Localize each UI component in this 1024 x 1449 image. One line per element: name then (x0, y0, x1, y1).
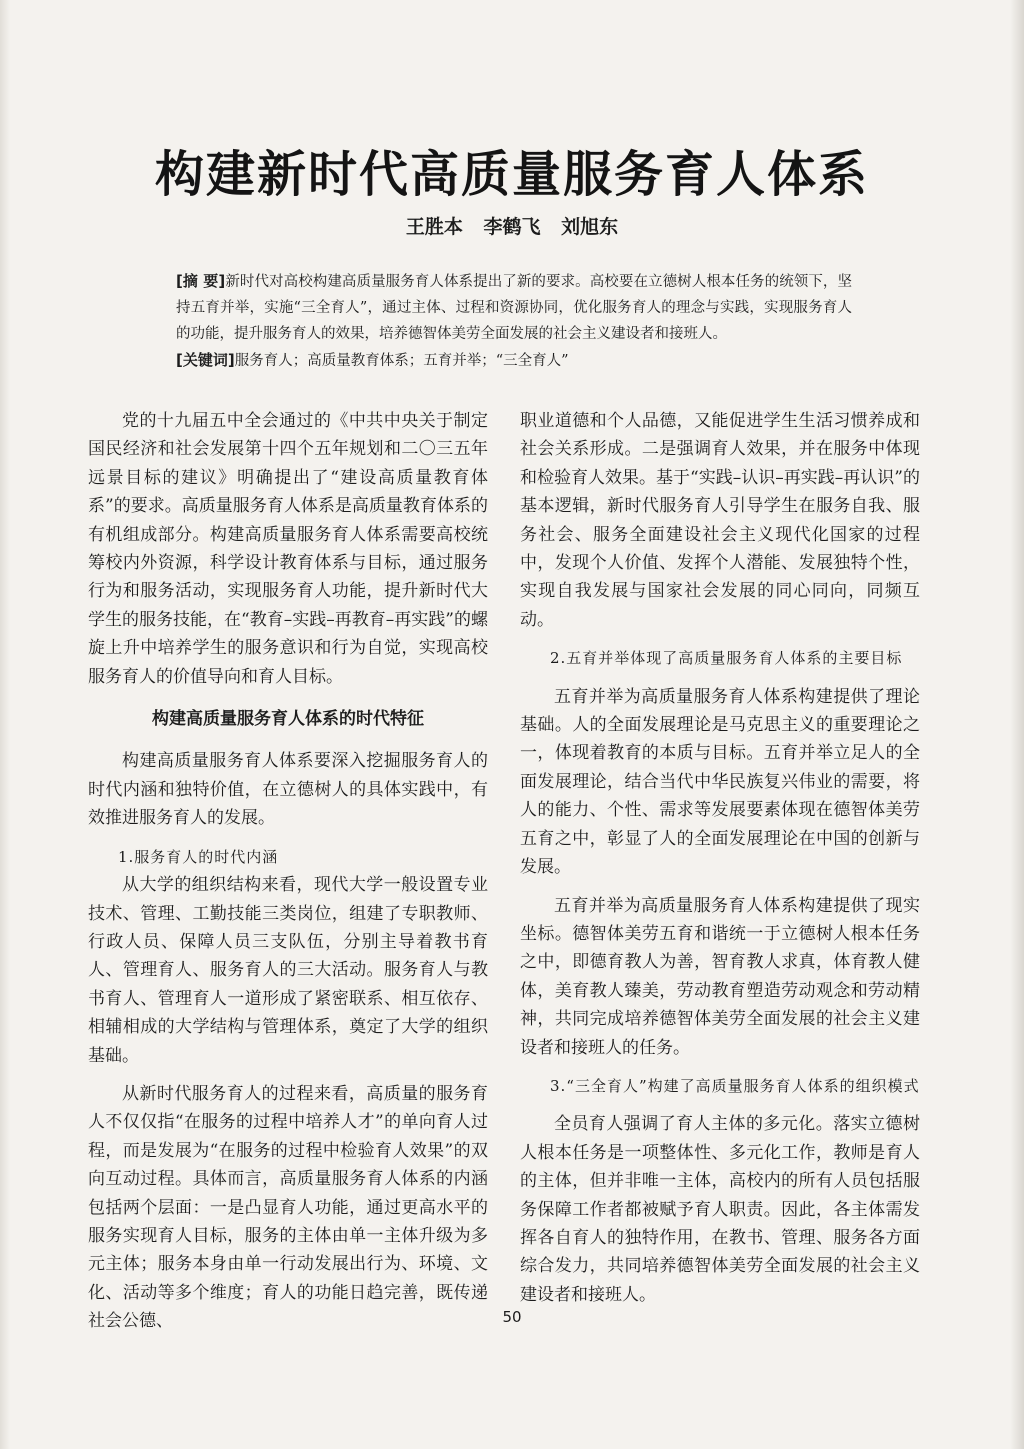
right-paragraph-2: 五育并举为高质量服务育人体系构建提供了现实坐标。德智体美劳五育和谐统一于立德树人根本任务之中，即德育教人为善，智育教人求真，体育教人健体，美育教人臻美，劳动教育塑造劳动观念和劳动精神，共同完成培养德智体美劳全面发展的社会主义建设者和接班人的任务。 (520, 895, 920, 1058)
article-authors: 王胜本 李鹤飞 刘旭东 (405, 216, 619, 238)
subheading-3: 3.“三全育人”构建了高质量服务育人体系的组织模式 (550, 1076, 920, 1095)
right-paragraph-1: 五育并举为高质量服务育人体系构建提供了理论基础。人的全面发展理论是马克思主义的重要理论之一，体现着教育的本质与目标。五育并举立足人的全面发展理论，结合当代中华民族复兴伟业的需要，将人的能力、个性、需求等发展要素体现在德智体美劳五育之中，彰显了人的全面发展理论在中国的创新与发展。 (520, 686, 920, 878)
keywords (176, 347, 852, 374)
keywords-text: 服务育人；高质量教育体系；五育并举；“三全育人” (234, 353, 569, 369)
subheading-2: 2.五育并举体现了高质量服务育人体系的主要目标 (550, 649, 903, 668)
right-column (520, 407, 920, 1309)
left-paragraph-1: 从大学的组织结构来看，现代大学一般设置专业技术、管理、工勤技能三类岗位，组建了专职教师、行政人员、保障人员三支队伍，分别主导着教书育人、管理育人、服务育人的三大活动。服务育人与教书育人、管理育人一道形成了紧密联系、相互依存、相辅相成的大学结构与管理体系，奠定了大学的组织基础。 (88, 875, 488, 1066)
keywords-label: [关键词] (176, 351, 235, 369)
page-number: 50 (502, 1308, 522, 1326)
left-column (88, 407, 488, 1336)
right-paragraph-0: 职业道德和个人品德，又能促进学生生活习惯养成和社会关系形成。二是强调育人效果，并在服务中体现和检验育人效果。基于“实践–认识–再实践–再认识”的基本逻辑，新时代服务育人引导学生在服务自我、服务社会、服务全面建设社会主义现代化国家的过程中，发现个人价值、发挥个人潜能、发展独特个性，实现自我发展与国家社会发展的同心同向，同频互动。 (520, 411, 920, 630)
abstract-label: [摘 要] (176, 272, 226, 290)
left-paragraph-2: 从新时代服务育人的过程来看，高质量的服务育人不仅仅指“在服务的过程中培养人才”的单向育人过程，而是发展为“在服务的过程中检验育人效果”的双向互动过程。具体而言，高质量服务育人体系的内涵包括两个层面：一是凸显育人功能，通过更高水平的服务实现育人目标，服务的主体由单一主体升级为多元主体；服务本身由单一行动发展出行为、环境、文化、活动等多个维度；育人的功能日趋完善，既传递社会公德、 (88, 1083, 488, 1332)
section-intro-paragraph: 构建高质量服务育人体系要深入挖掘服务育人的时代内涵和独特价值，在立德树人的具体实践中，有效推进服务育人的发展。 (88, 751, 488, 829)
section-heading: 构建高质量服务育人体系的时代特征 (152, 709, 424, 730)
subheading-1: 1.服务育人的时代内涵 (118, 847, 279, 866)
abstract (176, 268, 852, 347)
intro-paragraph: 党的十九届五中全会通过的《中共中央关于制定国民经济和社会发展第十四个五年规划和二〇三五年远景目标的建议》明确提出了“建设高质量教育体系”的要求。高质量服务育人体系是高质量教育体系的有机组成部分。构建高质量服务育人体系需要高校统筹校内外资源，科学设计教育体系与目标，通过服务行为和服务活动，实现服务育人功能，提升新时代大学生的服务技能，在“教育–实践–再教育–再实践”的螺旋上升中培养学生的服务意识和行为自觉，实现高校服务育人的价值导向和育人目标。 (88, 411, 488, 687)
article-title: 构建新时代高质量服务育人体系 (154, 146, 869, 203)
abstract-text: 新时代对高校构建高质量服务育人体系提出了新的要求。高校要在立德树人根本任务的统领下，坚持五育并举，实施“三全育人”，通过主体、过程和资源协同，优化服务育人的理念与实践，实现服务育人的功能，提升服务育人的效果，培养德智体美劳全面发展的社会主义建设者和接班人。 (176, 274, 853, 342)
abstract-block (176, 268, 852, 374)
right-paragraph-3: 全员育人强调了育人主体的多元化。落实立德树人根本任务是一项整体性、多元化工作，教师是育人的主体，但并非唯一主体，高校内的所有人员包括服务保障工作者都被赋予育人职责。因此，各主体需发挥各自育人的独特作用，在教书、管理、服务各方面综合发力，共同培养德智体美劳全面发展的社会主义建设者和接班人。 (520, 1114, 920, 1305)
